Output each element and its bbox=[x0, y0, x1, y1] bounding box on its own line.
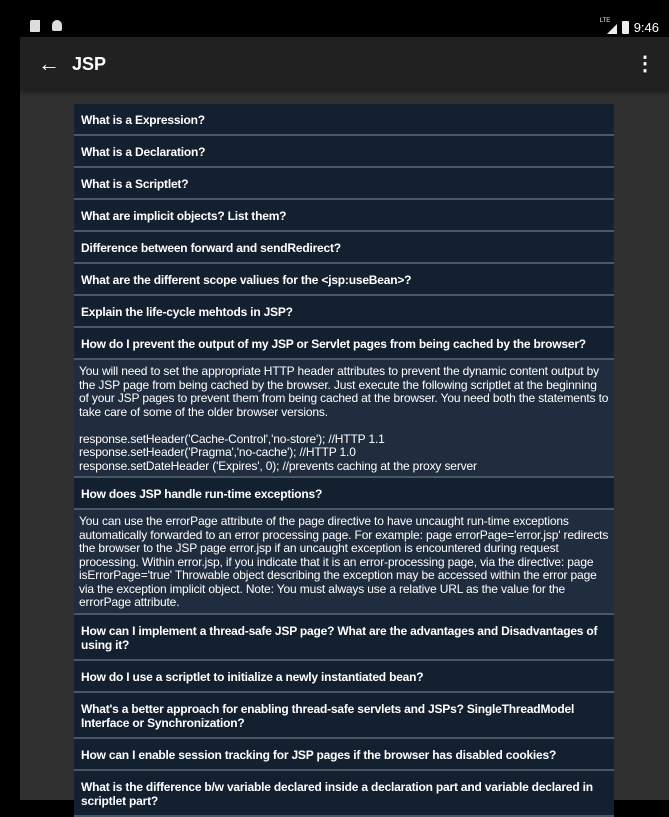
network-type: LTE bbox=[599, 18, 611, 24]
question-item[interactable]: How can I enable session tracking for JSP pages if the browser has disabled cookies? bbox=[74, 739, 614, 771]
question-item[interactable]: What is a Scriptlet? bbox=[74, 168, 614, 200]
answer-text: You will need to set the appropriate HTTP header attributes to prevent the dynamic content output by the JSP page from being cached by the browser. Just execute the following scriptlet at the beginning of your JSP pages to prevent them from being cached at the browser. You need both the statements to take care of some of the older browser versions. response.setHeader('Cache-Control','no-store'); //HTTP 1.1 response.setHeader('Pragma','no-cache'); //HTTP 1.0 response.setDateHeader ('Expires', 0); //prevents caching at the proxy server bbox=[74, 360, 614, 478]
lte-signal-icon bbox=[599, 18, 617, 34]
question-item[interactable]: How do I use a scriptlet to initialize a newly instantiated bean? bbox=[74, 661, 614, 693]
question-item[interactable]: Difference between forward and sendRedirect? bbox=[74, 232, 614, 264]
question-item[interactable]: How does JSP handle run-time exceptions? bbox=[74, 478, 614, 510]
question-item[interactable]: What are implicit objects? List them? bbox=[74, 200, 614, 232]
question-item[interactable]: What is a Declaration? bbox=[74, 136, 614, 168]
question-item[interactable]: How can I implement a thread-safe JSP page? What are the advantages and Disadvantages of using it? bbox=[74, 615, 614, 661]
status-bar bbox=[0, 0, 669, 37]
clock: 9:46 bbox=[633, 20, 659, 35]
page-title: JSP bbox=[72, 54, 107, 74]
answer-text: You can use the errorPage attribute of the page directive to have uncaught run-time exceptions automatically forwarded to an error processing page. For example: page errorPage='error.jsp' redirects the browser to the JSP page error.jsp if an uncaught exception is encountered during request processing. Within error.jsp, if you indicate that it is an error-processing page, via the directive: page isErrorPage='true' Throwable object describing the exception may be accessed within the error page via the exception implicit object. Note: You must always use a relative URL as the value for the errorPage attribute. bbox=[74, 510, 614, 615]
app-screen bbox=[20, 37, 669, 808]
question-item[interactable]: What are the different scope valiues for the <jsp:useBean>? bbox=[74, 264, 614, 296]
back-arrow-icon[interactable]: ← bbox=[38, 51, 60, 76]
battery-charging-icon bbox=[622, 21, 629, 34]
app-bar bbox=[20, 37, 669, 91]
overflow-menu-icon[interactable]: ⋮ bbox=[635, 53, 655, 75]
sd-card-icon bbox=[30, 20, 40, 32]
signal-bars-icon bbox=[607, 24, 617, 34]
question-list bbox=[74, 104, 614, 817]
question-item[interactable]: How do I prevent the output of my JSP or Servlet pages from being cached by the browser? bbox=[74, 328, 614, 360]
question-item[interactable]: What is a Expression? bbox=[74, 104, 614, 136]
question-item[interactable]: Explain the life-cycle mehtods in JSP? bbox=[74, 296, 614, 328]
android-icon bbox=[52, 20, 62, 31]
question-item[interactable]: What's a better approach for enabling thread-safe servlets and JSPs? SingleThreadModel Interface or Synchronization? bbox=[74, 693, 614, 739]
question-item[interactable]: What is the difference b/w variable declared inside a declaration part and variable declared in scriptlet part? bbox=[74, 771, 614, 817]
